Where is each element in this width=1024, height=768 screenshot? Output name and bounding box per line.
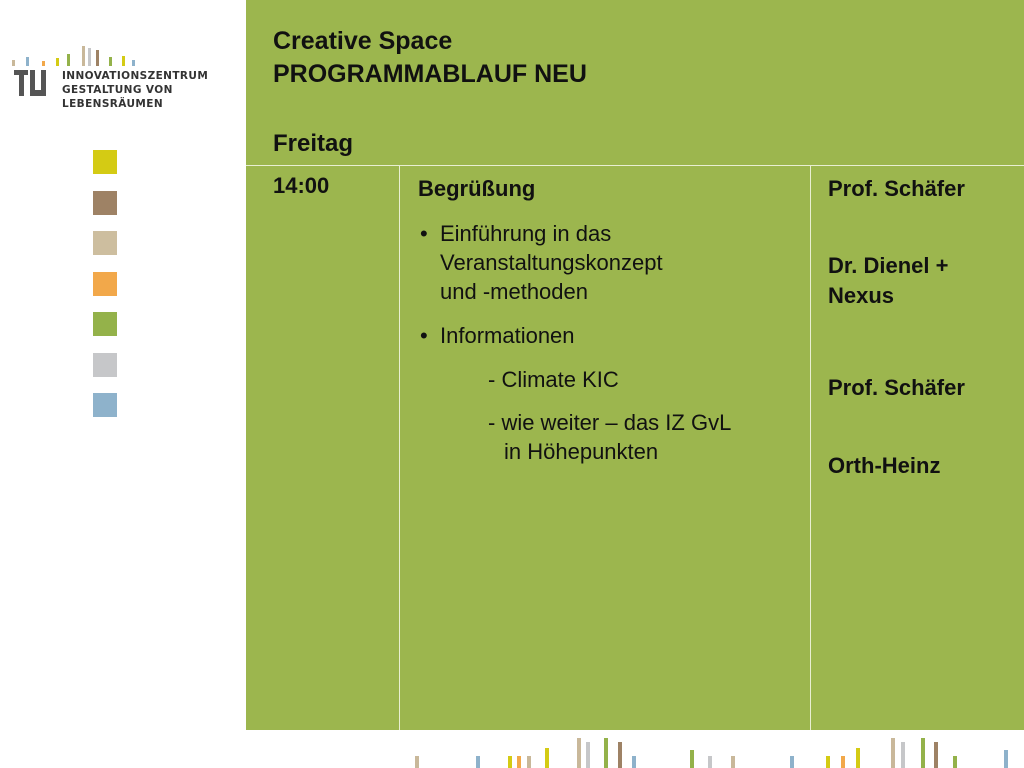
agenda-bullet-1 [418, 219, 808, 306]
bullet-1-line-1: Einführung in das [440, 221, 612, 246]
agenda-heading: Begrüßung [418, 176, 536, 201]
bullet-2-text: Informationen [440, 323, 575, 348]
page-title [273, 25, 587, 91]
agenda-bullet-2 [418, 321, 808, 350]
swatch-orange [93, 272, 117, 296]
title-line-2: PROGRAMMABLAUF NEU [273, 60, 587, 88]
sub-item-2-line-1: - wie weiter – das IZ GvL [488, 410, 732, 435]
speaker-3: Prof. Schäfer [828, 375, 965, 400]
sub-item-1: - Climate KIC [488, 367, 619, 392]
bullet-1-line-2: Veranstaltungskonzept [440, 250, 663, 275]
agenda-cell [418, 174, 808, 466]
program-panel [246, 0, 1024, 730]
day-label: Freitag [273, 130, 354, 157]
logo-text [62, 69, 247, 111]
swatch-green [93, 312, 117, 336]
logo-line-1: INNOVATIONSZENTRUM [62, 70, 209, 82]
column-divider-2 [810, 166, 811, 730]
column-divider-1 [399, 166, 400, 730]
tu-logo-icon [14, 70, 56, 98]
time-cell: 14:00 [273, 173, 330, 198]
speaker-4: Orth-Heinz [828, 453, 941, 478]
table-header-divider [246, 165, 1024, 166]
logo-bars [12, 44, 252, 66]
logo-line-2: GESTALTUNG VON LEBENSRÄUMEN [62, 84, 173, 110]
decorative-bars [0, 730, 1024, 768]
bullet-dot: • [420, 323, 428, 348]
title-line-1: Creative Space [273, 27, 453, 55]
swatch-brown [93, 191, 117, 215]
sub-item-2-line-2: in Höhepunkten [504, 439, 659, 464]
swatch-beige [93, 231, 117, 255]
speaker-1: Prof. Schäfer [828, 176, 965, 201]
speaker-2-line-1: Dr. Dienel + [828, 253, 949, 278]
bullet-dot: • [420, 221, 428, 246]
swatch-gray [93, 353, 117, 377]
speaker-2-line-2: Nexus [828, 283, 895, 308]
swatch-blue [93, 393, 117, 417]
bullet-1-line-3: und -methoden [440, 279, 588, 304]
color-swatches [93, 150, 117, 434]
swatch-yellow [93, 150, 117, 174]
